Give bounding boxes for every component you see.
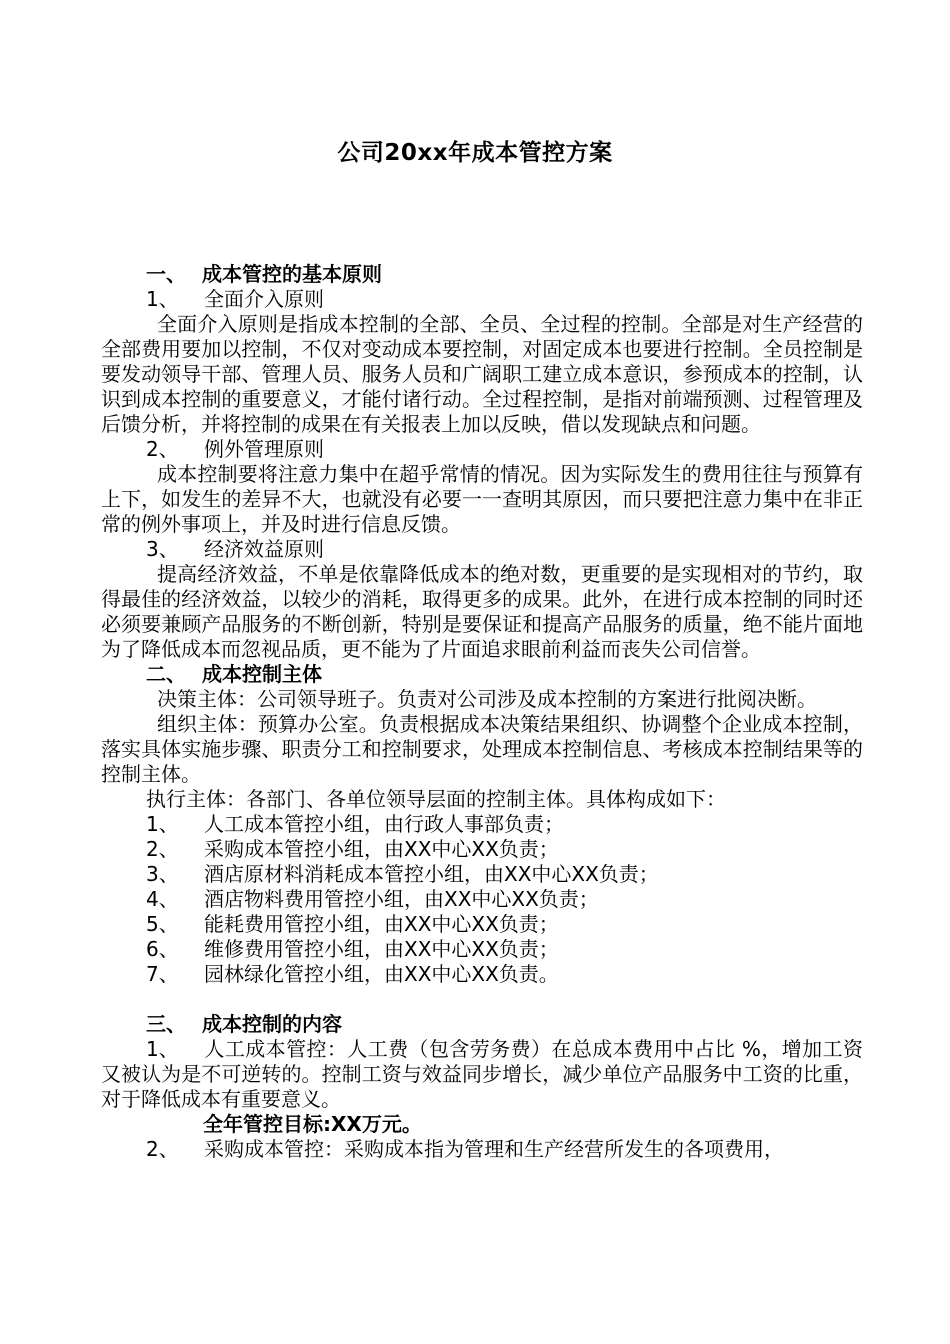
section-heading xyxy=(101,1012,863,1037)
paragraph: 决策主体：公司领导班子。负责对公司涉及成本控制的方案进行批阅决断。 xyxy=(157,687,817,711)
item-text: 采购成本管控：采购成本指为管理和生产经营所发生的各项费用， xyxy=(204,1137,784,1161)
paragraph: 组织主体：预算办公室。负责根据成本决策结果组织、协调整个企业成本控制，落实具体实施步骤、职责分工和控制要求，处理成本控制信息、考核成本控制结果等的控制主体。 xyxy=(101,712,863,786)
annual-target: 全年管控目标:XX万元。 xyxy=(203,1112,422,1136)
list-item xyxy=(101,912,863,937)
paragraph: 执行主体：各部门、各单位领导层面的控制主体。具体构成如下： xyxy=(146,787,726,811)
item-text: 维修费用管控小组，由XX中心XX负责； xyxy=(204,937,559,961)
item-number: 2、 xyxy=(146,837,179,861)
list-item xyxy=(101,962,863,987)
principle-heading xyxy=(101,437,863,462)
list-item xyxy=(101,862,863,887)
content-item xyxy=(101,1037,863,1112)
item-label: 全面介入原则 xyxy=(204,287,324,311)
list-item xyxy=(101,937,863,962)
document-title: 公司20xx年成本管控方案 xyxy=(337,140,613,166)
paragraph: 全面介入原则是指成本控制的全部、全员、全过程的控制。全部是对生产经营的全部费用要加以控制，不仅对变动成本要控制，对固定成本也要进行控制。全员控制是要发动领导干部、管理人员、服务人员和广阔职工建立成本意识，参预成本的控制，认识到成本控制的重要意义，才能付诸行动。全过程控制，是指对前端预测、过程管理及后馈分析，并将控制的成果在有关报表上加以反映，借以发现缺点和问题。 xyxy=(101,312,863,436)
item-text: 采购成本管控小组，由XX中心XX负责； xyxy=(204,837,559,861)
item-text: 酒店物料费用管控小组，由XX中心XX负责； xyxy=(204,887,599,911)
item-number: 1、 xyxy=(146,1037,179,1061)
blank-line xyxy=(101,987,863,1012)
item-number: 2、 xyxy=(146,437,179,461)
item-text: 园林绿化管控小组，由XX中心XX负责。 xyxy=(204,962,559,986)
item-number: 7、 xyxy=(146,962,179,986)
list-item xyxy=(101,837,863,862)
item-number: 5、 xyxy=(146,912,179,936)
principle-heading xyxy=(101,287,863,312)
section-heading xyxy=(101,662,863,687)
item-text: 酒店原材料消耗成本管控小组，由XX中心XX负责； xyxy=(204,862,659,886)
paragraph: 提高经济效益，不单是依靠降低成本的绝对数，更重要的是实现相对的节约，取得最佳的经济效益，以较少的消耗，取得更多的成果。此外，在进行成本控制的同时还必须要兼顾产品服务的不断创新，特别是要保证和提高产品服务的质量，绝不能片面地为了降低成本而忽视品质，更不能为了片面追求眼前利益而丧失公司信誉。 xyxy=(101,562,863,661)
content-item xyxy=(101,1137,863,1162)
item-number: 3、 xyxy=(146,537,179,561)
item-label: 例外管理原则 xyxy=(204,437,324,461)
item-number: 3、 xyxy=(146,862,179,886)
item-text: 人工成本管控：人工费（包含劳务费）在总成本费用中占比 %，增加工资又被认为是不可逆转的。控制工资与效益同步增长，减少单位产品服务中工资的比重，对于降低成本有重要意义。 xyxy=(101,1037,863,1111)
item-number: 1、 xyxy=(146,287,179,311)
item-text: 人工成本管控小组，由行政人事部负责； xyxy=(204,812,564,836)
section-number: 一、 xyxy=(146,262,186,286)
paragraph: 成本控制要将注意力集中在超乎常情的情况。因为实际发生的费用往往与预算有上下，如发生的差异不大，也就没有必要一一查明其原因，而只要把注意力集中在非正常的例外事项上，并及时进行信息反馈。 xyxy=(101,462,863,536)
item-number: 2、 xyxy=(146,1137,179,1161)
principle-heading xyxy=(101,537,863,562)
item-label: 经济效益原则 xyxy=(204,537,324,561)
document-body xyxy=(101,262,863,1162)
section-number: 二、 xyxy=(146,662,186,686)
section-title: 成本控制主体 xyxy=(202,662,322,686)
section-title: 成本控制的内容 xyxy=(202,1012,342,1036)
item-number: 4、 xyxy=(146,887,179,911)
item-number: 1、 xyxy=(146,812,179,836)
section-number: 三、 xyxy=(146,1012,186,1036)
item-number: 6、 xyxy=(146,937,179,961)
section-heading xyxy=(101,262,863,287)
list-item xyxy=(101,887,863,912)
section-title: 成本管控的基本原则 xyxy=(202,262,382,286)
item-text: 能耗费用管控小组，由XX中心XX负责； xyxy=(204,912,559,936)
list-item xyxy=(101,812,863,837)
